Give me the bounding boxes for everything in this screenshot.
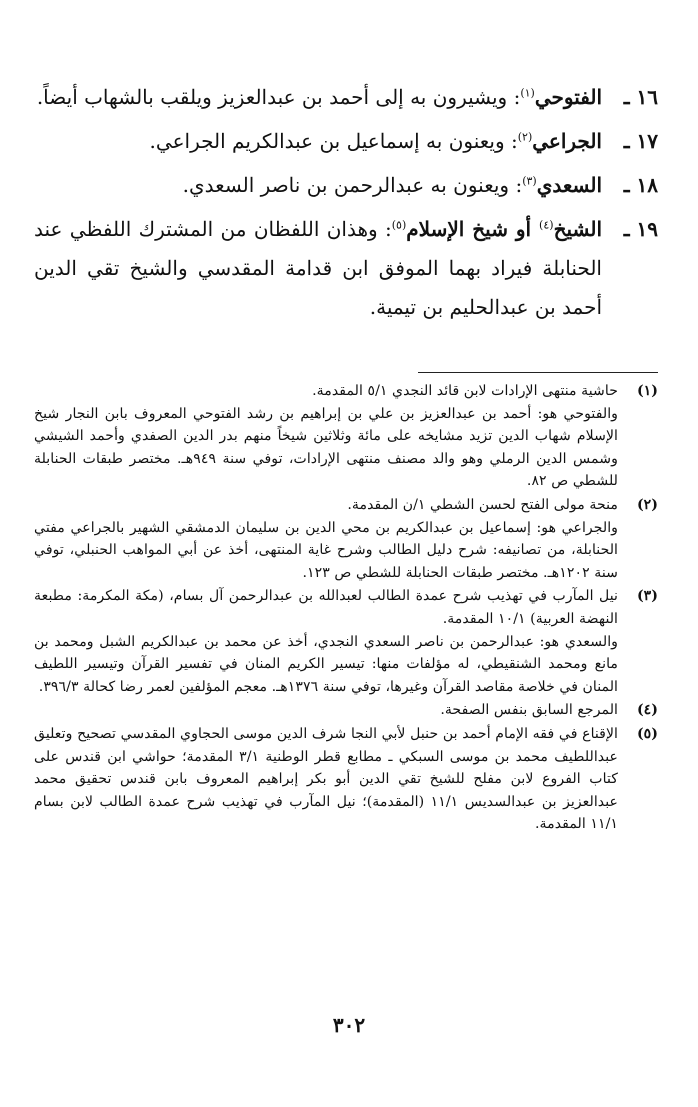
entry-body	[34, 78, 602, 117]
footnote-bio: والسعدي هو: عبدالرحمن بن ناصر السعدي النجدي، أخذ عن محمد بن عبدالكريم الشبل ومحمد بن مانع ومحمد الشنقيطي، له مؤلفات منها: تيسير الكريم المنان في تفسير القرآن وتيسير اللطيف المنان في خلاصة مقاصد القرآن وغيرها، توفي سنة ١٣٧٦هـ. معجم المؤلفين لعمر رضا كحالة ٣٩٦/٣.	[34, 633, 618, 695]
footnote-bio: والفتوحي هو: أحمد بن عبدالعزيز بن علي بن إبراهيم بن رشد الفتوحي المعروف بابن النجار شيخ الإسلام شهاب الدين تزيد مشايخه على مائة وثلاثين شيخاً منهم بدر الدين الصفدي وأحمد الشيشي وشمس الدين الرملي وهو والد مصنف منتهى الإرادات، توفي سنة ٩٤٩هـ. مختصر طبقات الحنابلة للشطي ص ٨٢.	[34, 405, 618, 490]
footnote-ref[interactable]: (٢)	[517, 130, 533, 144]
footnote-text	[34, 494, 618, 584]
footnote-source: المرجع السابق بنفس الصفحة.	[440, 702, 618, 719]
footnote-mark: (٣)	[636, 588, 658, 605]
footnote-text	[34, 723, 618, 836]
entry-text: : وهذان اللفظان من المشترك اللفظي عند الحنابلة فيراد بهما الموفق ابن قدامة المقدسي والشيخ تقي الدين أحمد بن عبدالحليم بن تيمية.	[34, 217, 602, 319]
footnote-4	[34, 699, 658, 722]
footnote-mark: (٥)	[636, 725, 658, 742]
entry-term: الفتوحي	[534, 85, 602, 109]
entry-text: : ويشيرون به إلى أحمد بن عبدالعزيز ويلقب بالشهاب أيضاً.	[36, 85, 521, 109]
footnote-text	[34, 380, 618, 493]
footnote-5	[34, 723, 658, 836]
entry-text: : ويعنون به إسماعيل بن عبدالكريم الجراعي.	[149, 129, 518, 153]
footnote-separator	[418, 372, 658, 373]
footnote-1	[34, 380, 658, 493]
entry-17	[34, 122, 658, 161]
entry-number: ١٨ ـ	[623, 173, 658, 197]
footnote-2	[34, 494, 658, 584]
entry-body	[34, 122, 602, 161]
entry-number: ١٧ ـ	[623, 129, 658, 153]
entry-text: : ويعنون به عبدالرحمن بن ناصر السعدي.	[182, 173, 523, 197]
entry-19	[34, 210, 658, 327]
entries-list	[34, 78, 658, 332]
entry-term: الجراعي	[532, 129, 602, 153]
footnote-3	[34, 585, 658, 698]
entry-term: السعدي	[536, 173, 602, 197]
page-number: ٣٠٢	[332, 1013, 366, 1037]
footnote-ref[interactable]: (٥)	[391, 218, 407, 232]
footnote-source: الإقناع في فقه الإمام أحمد بن حنبل لأبي النجا شرف الدين موسى الحجاوي المقدسي تصحيح وتعليق عبداللطيف محمد بن موسى السبكي ـ مطابع قطر الوطنية ٣/١ المقدمة؛ حواشي ابن قندس على كتاب الفروع لابن مفلح للشيخ تقي الدين أبو بكر إبراهيم المعروف بابن قندس تحقيق محمد عبدالعزيز بن عبدالسديس ١١/١ (المقدمة)؛ نيل المآرب في تهذيب شرح عمدة الطالب لابن بسام ١١/١ المقدمة.	[34, 725, 618, 833]
footnote-ref[interactable]: (٣)	[522, 174, 537, 188]
footnote-text	[34, 699, 618, 722]
entry-18	[34, 166, 658, 205]
footnote-source: حاشية منتهى الإرادات لابن قائد النجدي ٥/١ المقدمة.	[312, 383, 618, 399]
footnote-ref[interactable]: (١)	[520, 86, 535, 100]
entry-number: ١٦ ـ	[623, 85, 658, 109]
footnote-mark: (١)	[636, 383, 658, 399]
footnote-bio: والجراعي هو: إسماعيل بن عبدالكريم بن محي الدين بن سليمان الدمشقي الشهير بالجراعي مفتي الحنابلة، من تصانيفه: شرح دليل الطالب وشرح غاية المنتهى، أخذ عن أبي المواهب الحنبلي، توفي سنة ١٢٠٢هـ. مختصر طبقات الحنابلة للشطي ص ١٢٣.	[34, 519, 618, 581]
entry-body	[34, 166, 602, 205]
entry-number: ١٩ ـ	[623, 217, 658, 241]
entry-term-2: أو شيخ الإسلام	[406, 217, 540, 241]
entry-16	[34, 78, 658, 117]
footnote-source: منحة مولى الفتح لحسن الشطي ١/ن المقدمة.	[347, 496, 618, 513]
footnote-text	[34, 585, 618, 698]
footnote-ref[interactable]: (٤)	[539, 218, 554, 232]
footnotes	[34, 380, 658, 837]
footnote-mark: (٢)	[636, 496, 658, 513]
entry-term: الشيخ	[553, 217, 602, 241]
footnote-source: نيل المآرب في تهذيب شرح عمدة الطالب لعبدالله بن عبدالرحمن آل بسام، (مكة المكرمة: مطبعة النهضة العربية) ١٠/١ المقدمة.	[34, 588, 618, 627]
entry-body	[34, 210, 602, 327]
footnote-mark: (٤)	[636, 702, 658, 719]
